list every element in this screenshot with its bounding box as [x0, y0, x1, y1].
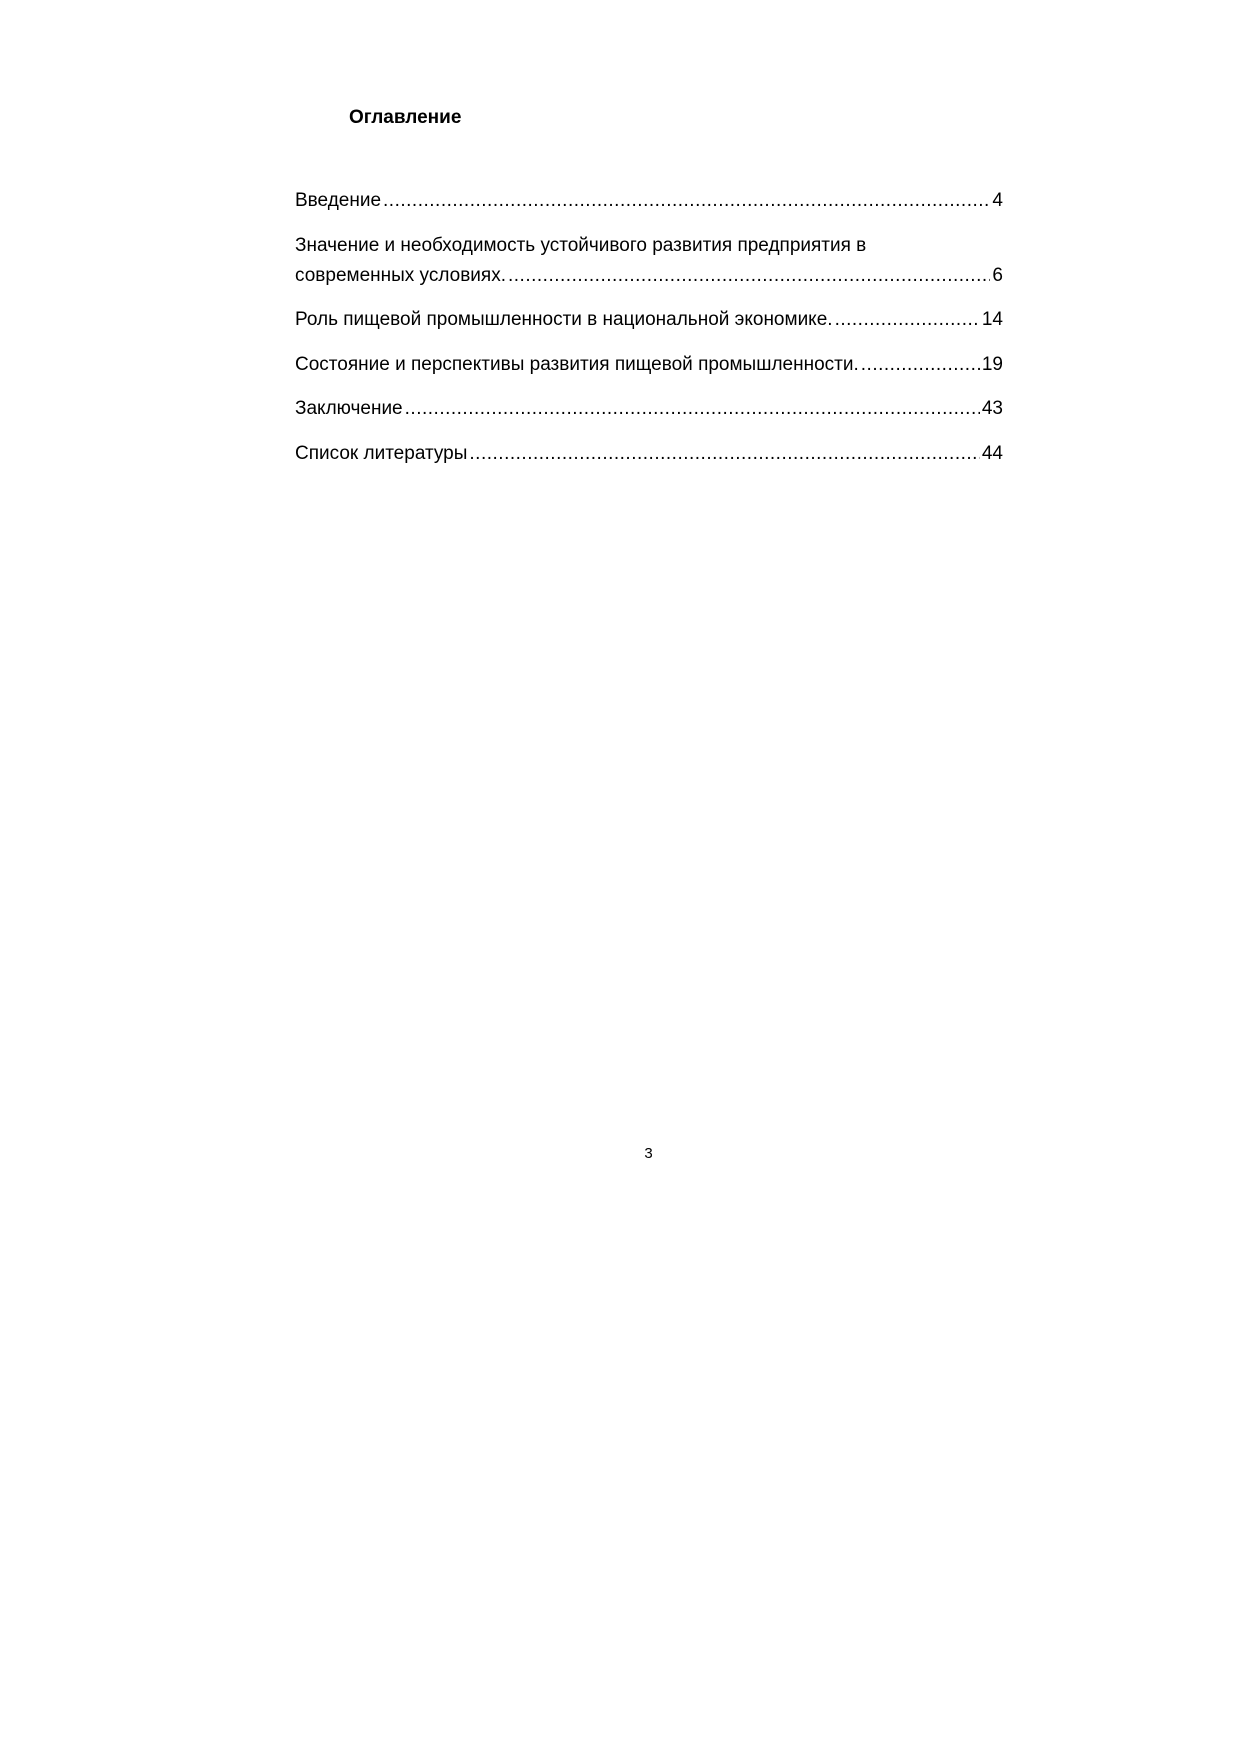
page-number: 3 [644, 1145, 653, 1162]
toc-entry-title: Заключение [295, 398, 403, 419]
toc-entry-conclusion[interactable] [295, 394, 1003, 424]
toc-entry-references[interactable] [295, 439, 1003, 469]
toc-entry-title-line1: Значение и необходимость устойчивого развития предприятия в [295, 234, 867, 256]
toc-entry-title: Введение [295, 190, 382, 211]
toc-entry-food-industry-state[interactable] [295, 350, 1003, 380]
table-of-contents [295, 186, 1003, 483]
toc-entry-title: Состояние и перспективы развития пищевой промышленности. [295, 353, 859, 375]
toc-dot-leader [405, 394, 980, 424]
toc-dot-leader [835, 305, 980, 335]
toc-entry-page: 14 [981, 309, 1003, 330]
toc-entry-sustainable-development[interactable] [295, 231, 1003, 291]
toc-entry-page: 43 [981, 398, 1003, 419]
toc-entry-title: Роль пищевой промышленности в национальной экономике. [295, 309, 833, 330]
toc-entry-page: 19 [981, 353, 1003, 375]
toc-dot-leader [383, 186, 990, 216]
toc-entry-page: 44 [981, 442, 1003, 464]
toc-entry-introduction[interactable] [295, 186, 1003, 216]
toc-entry-food-industry-role[interactable] [295, 305, 1003, 335]
toc-dot-leader [469, 439, 979, 469]
toc-dot-leader [861, 350, 980, 380]
toc-dot-leader [508, 261, 990, 291]
toc-entry-page: 4 [992, 190, 1003, 211]
toc-entry-title: современных условиях. [295, 264, 506, 286]
toc-entry-page: 6 [992, 264, 1003, 286]
toc-heading: Оглавление [349, 107, 462, 128]
toc-entry-title: Список литературы [295, 442, 468, 464]
